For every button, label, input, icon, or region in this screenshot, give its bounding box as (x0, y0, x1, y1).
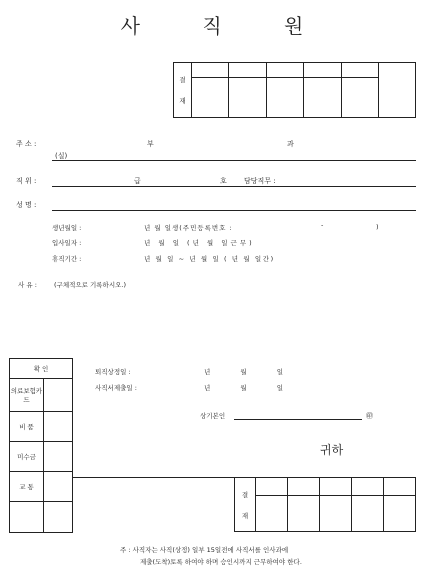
title-char-3: 원 (284, 14, 304, 38)
approval-sign-cell[interactable] (341, 63, 378, 78)
position-field[interactable] (52, 186, 416, 187)
hire-label: 입사일자 : (52, 239, 82, 247)
position-label: 직 위 : (16, 177, 37, 185)
approval-table-top (173, 62, 416, 118)
approval-label-top: 결 (179, 76, 186, 84)
submit-date-value: 년 월 일 (204, 384, 297, 392)
check-row-label: 의료보험카드 (10, 379, 44, 412)
birth-label: 생년월일 : (52, 224, 82, 232)
check-row-sign[interactable] (44, 412, 73, 442)
resign-date-value: 년 월 일 (204, 368, 297, 376)
recipient: 귀하 (320, 443, 344, 457)
address-gwa: 과 (287, 140, 294, 148)
service-value: 년 월 일 ~ 년 월 일 ( 년 월 일간) (144, 255, 275, 263)
address-field[interactable] (52, 160, 416, 161)
approval2-sign-cell[interactable] (384, 496, 416, 532)
address-sub: (실) (55, 152, 68, 160)
approval2-sign-cell[interactable] (256, 496, 288, 532)
address-bu: 부 (147, 140, 154, 148)
approval2-sign-cell[interactable] (384, 478, 416, 496)
page-title (0, 10, 424, 39)
approval-sign-cell[interactable] (304, 63, 341, 78)
resign-date-label: 퇴직상정일 : (95, 368, 131, 376)
check-row-sign[interactable] (44, 442, 73, 472)
check-row-sign[interactable] (44, 502, 73, 533)
approval2-sign-cell[interactable] (288, 496, 320, 532)
approval-sign-cell[interactable] (266, 63, 303, 78)
position-grade: 호 (220, 177, 227, 185)
approval-sign-cell[interactable] (266, 78, 303, 118)
approval2-label-cell (235, 478, 256, 532)
check-row-sign[interactable] (44, 379, 73, 412)
footnote-line-2: 제출(도착)토록 하여야 하며 승인시까지 근무하여야 한다. (140, 558, 302, 566)
name-label: 성 명 : (16, 201, 37, 209)
hire-value: 년 월 일 (년 월 일근무) (144, 239, 255, 247)
address-label: 주 소 : (16, 140, 37, 148)
position-duty: 담당직무 : (244, 177, 276, 185)
applicant-signature-field[interactable] (234, 419, 362, 420)
check-row-label (10, 502, 44, 533)
check-header: 확 인 (10, 359, 73, 379)
reason-label: 사 유 : (18, 281, 37, 289)
approval-sign-cell[interactable] (304, 78, 341, 118)
seal-mark: ㊞ (366, 412, 373, 420)
birth-close: ) (376, 223, 379, 231)
approval2-sign-cell[interactable] (320, 496, 352, 532)
approval-final-cell[interactable] (379, 63, 416, 118)
approval-sign-cell[interactable] (192, 78, 229, 118)
check-table (9, 358, 73, 533)
birth-dash: - (321, 221, 324, 229)
submit-date-label: 사직서제출일 : (95, 384, 137, 392)
approval2-sign-cell[interactable] (288, 478, 320, 496)
approval-sign-cell[interactable] (192, 63, 229, 78)
title-char-1: 사 (120, 14, 140, 38)
check-row-sign[interactable] (44, 472, 73, 502)
reason-note: (구체적으로 기록하시오.) (54, 281, 126, 289)
approval-table-bottom (234, 477, 416, 532)
applicant-label: 상기본인 (200, 412, 226, 420)
service-label: 휴직기간 : (52, 255, 82, 263)
approval-sign-cell[interactable] (341, 78, 378, 118)
approval-sign-cell[interactable] (229, 78, 266, 118)
approval2-sign-cell[interactable] (352, 496, 384, 532)
name-field[interactable] (52, 210, 416, 211)
approval2-sign-cell[interactable] (320, 478, 352, 496)
approval-label-bottom: 재 (179, 97, 186, 105)
check-row-label: 교 통 (10, 472, 44, 502)
divider-line (73, 477, 235, 478)
birth-value: 년 월 일생(주민등록번호 : (144, 224, 233, 232)
approval-label-cell (174, 63, 192, 118)
position-rank: 급 (134, 177, 141, 185)
approval-sign-cell[interactable] (229, 63, 266, 78)
approval2-sign-cell[interactable] (256, 478, 288, 496)
footnote-line-1: 주 : 사직자는 사직(상정) 일부 15일전에 사직서를 인사과에 (120, 546, 289, 554)
approval2-sign-cell[interactable] (352, 478, 384, 496)
check-row-label: 미수금 (10, 442, 44, 472)
title-char-2: 직 (202, 14, 222, 38)
approval2-label-bottom: 재 (241, 511, 249, 520)
check-row-label: 비 품 (10, 412, 44, 442)
approval2-label-top: 결 (241, 490, 249, 499)
